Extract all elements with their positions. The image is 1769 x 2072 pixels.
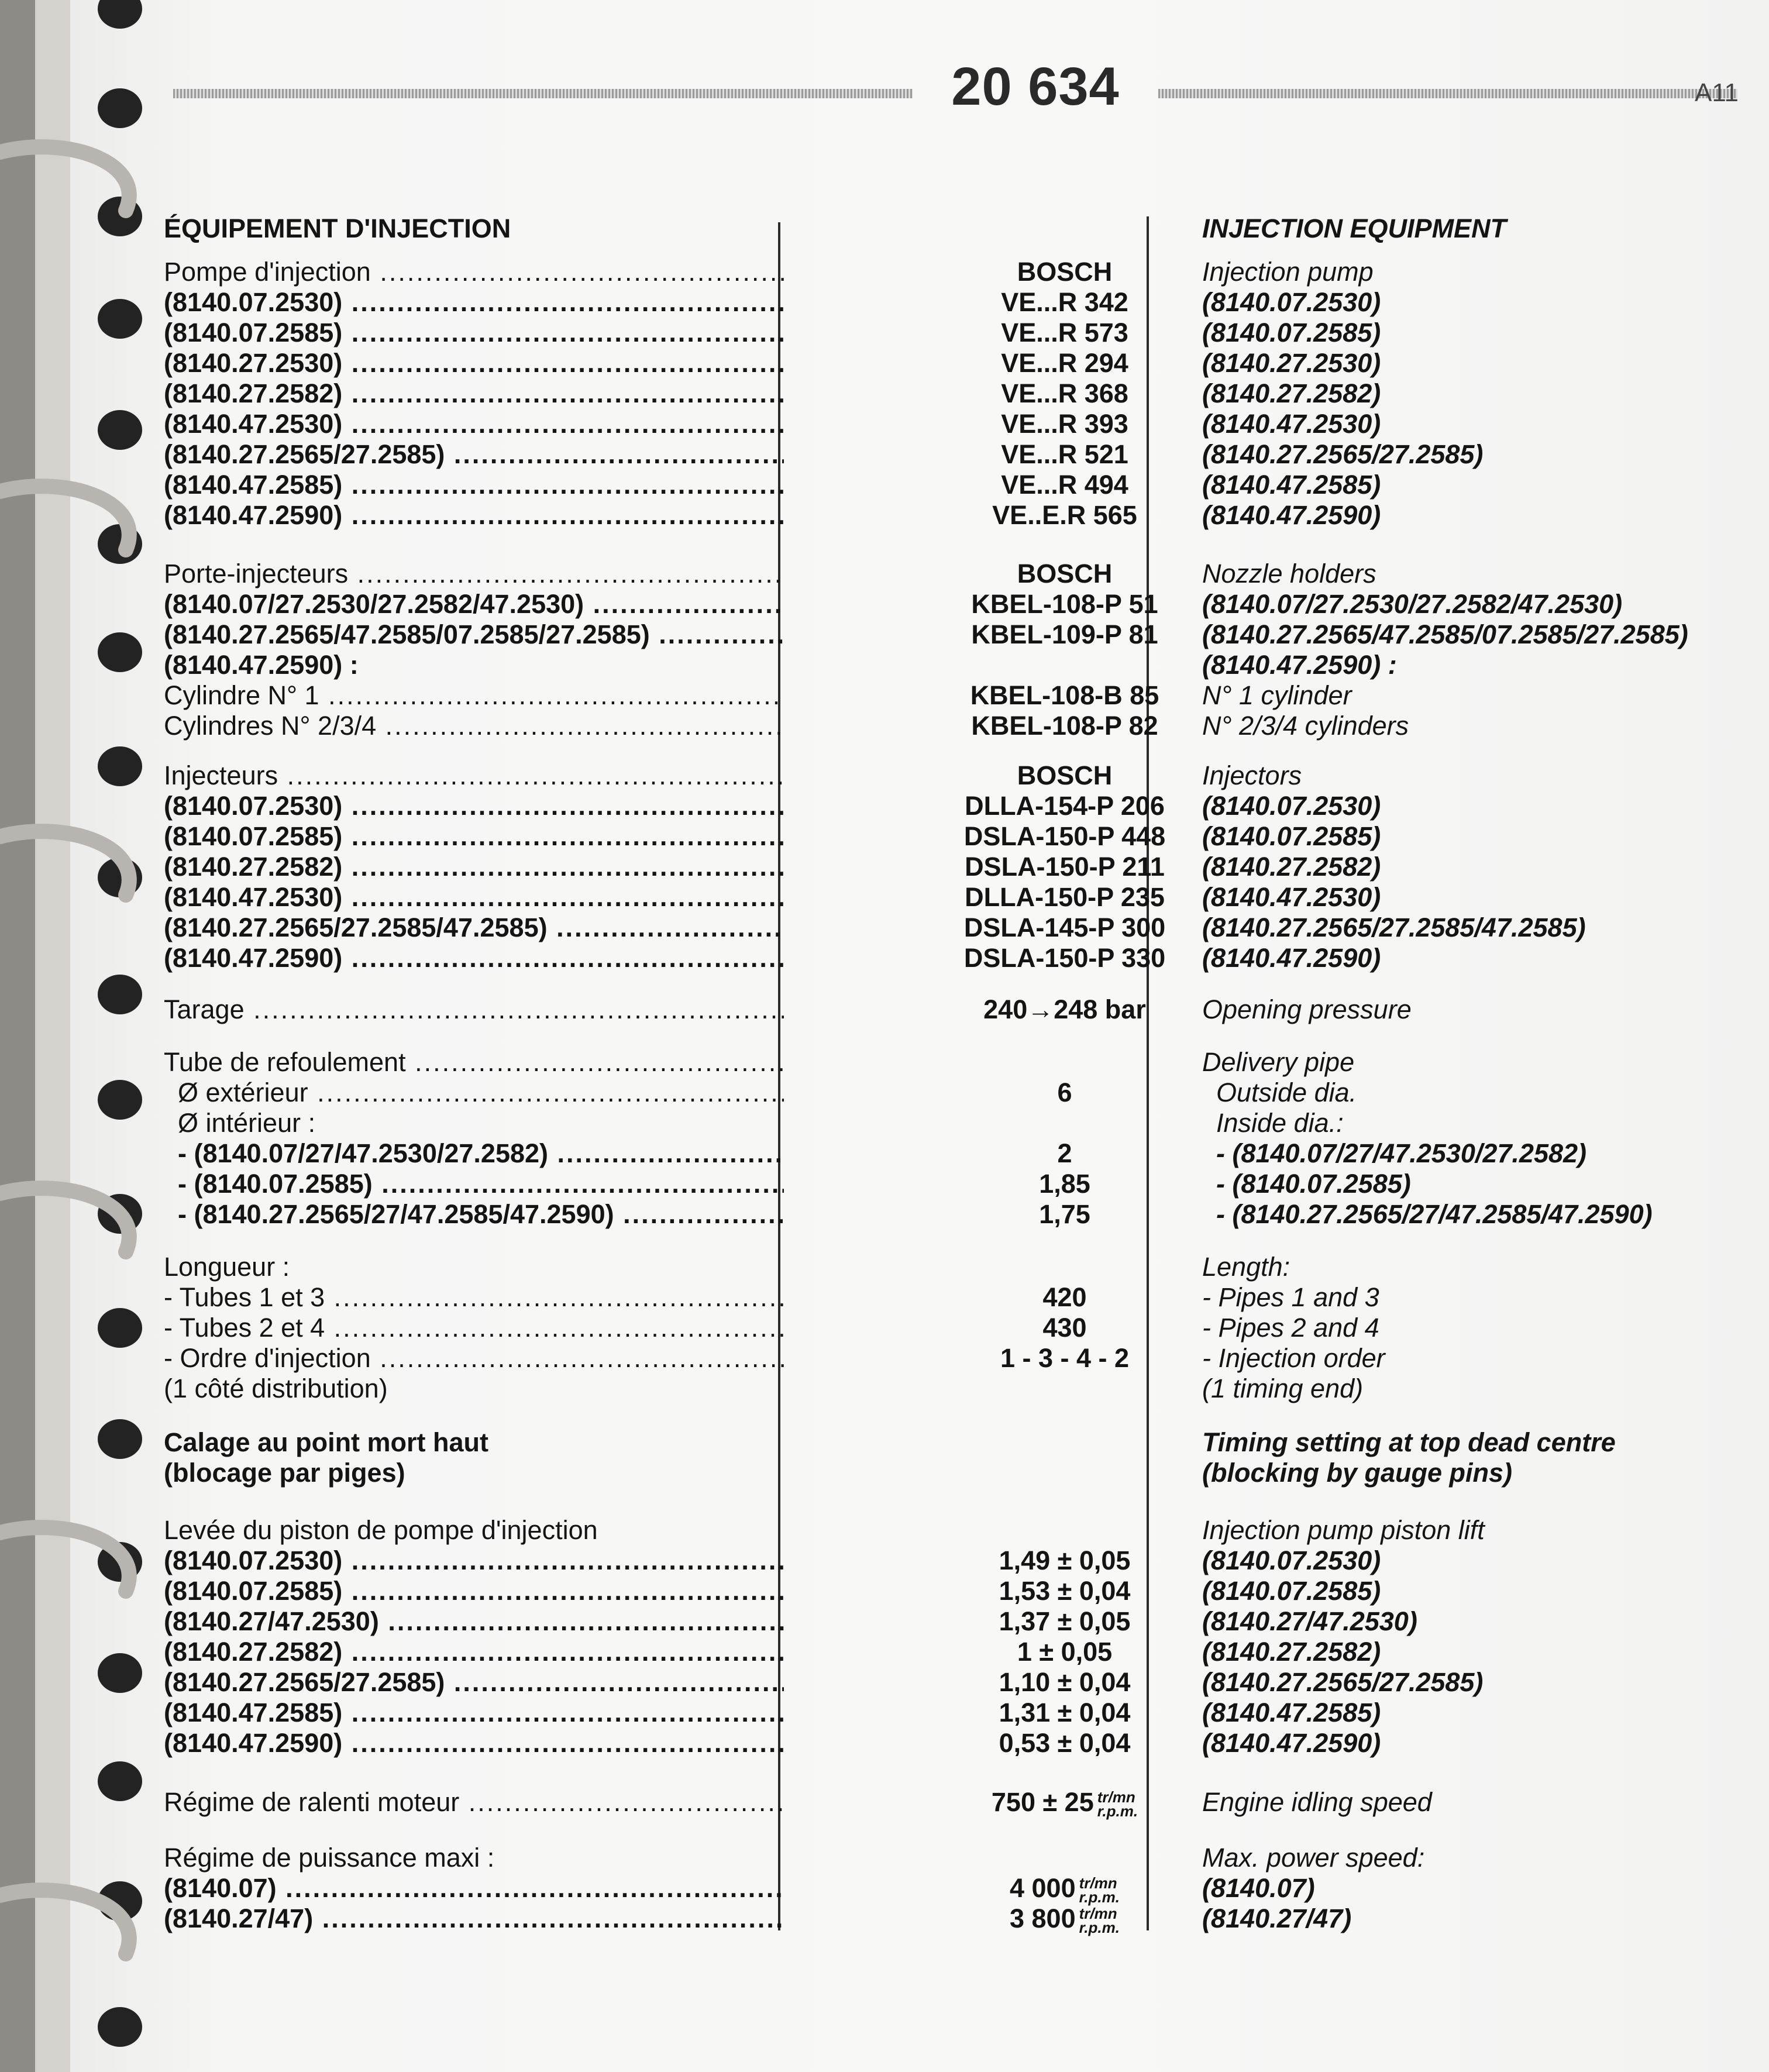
spec-value-text: DSLA-150-P 211 [965,852,1165,882]
fr-label [164,1252,784,1282]
fr-label-text: (8140.47.2585) ..... [164,470,784,500]
spec-value-text: DSLA-150-P 448 [963,821,1166,851]
fr-label [164,1637,784,1667]
punch-hole [98,1761,142,1801]
en-label: (8140.27.2565/27.2585) [1202,1667,1484,1697]
fr-label [164,1698,784,1728]
fr-label [164,318,784,348]
spec-value-text: DLLA-154-P 206 [965,791,1165,821]
fr-label [164,1904,784,1934]
unit-label [1079,1876,1120,1904]
en-label: (8140.27.2582) [1202,1637,1381,1667]
fr-label [164,1576,784,1606]
fr-label-text: (8140.07.2585) ..... [164,1576,784,1606]
fr-label-text: Ø intérieur : [178,1108,316,1138]
spec-value-text: VE...R 342 [1001,287,1128,317]
en-label: (1 timing end) [1202,1374,1364,1403]
fr-label [164,760,784,791]
fr-label-text: (8140.27/47) ..... [164,1904,784,1933]
spec-value-text: VE..E.R 565 [992,500,1137,530]
en-label: Delivery pipe [1202,1047,1355,1077]
fr-label-text: Tube de refoulement ..... [164,1047,784,1077]
fr-label-text: (8140.47.2530) ..... [164,409,784,439]
fr-label [164,791,784,821]
fr-label [164,1282,784,1313]
fr-label-text: - (8140.27.2565/27/47.2585/47.2590) ..... [164,1199,784,1229]
spec-value-text: 430 [1042,1313,1087,1343]
en-label: (8140.07/27.2530/27.2582/47.2530) [1202,589,1623,619]
fr-label [164,1728,784,1758]
en-label: Injection pump piston lift [1202,1515,1485,1545]
spec-value-text: 1,49 ± 0,05 [999,1546,1131,1575]
fr-label-text: (1 côté distribution) [164,1374,388,1403]
punch-hole [98,0,142,29]
fr-label [164,589,784,619]
fr-label [164,1169,784,1199]
punch-holes [98,0,142,2047]
fr-label-text: (8140.27.2582) ..... [164,1637,784,1667]
fr-label-text: (8140.07/27.2530/27.2582/47.2530) ..... [164,589,784,619]
fr-label [164,943,784,973]
spec-value-text: 1,37 ± 0,05 [999,1606,1131,1636]
spec-value-text: 0,53 ± 0,04 [999,1728,1131,1758]
fr-label [164,1606,784,1637]
fr-label [164,1313,784,1343]
fr-label [164,1343,784,1374]
fr-label [164,994,784,1025]
fr-label-text: Ø extérieur ..... [164,1078,784,1107]
spec-value-text: 2 [1057,1138,1072,1168]
fr-label-text: (8140.27.2530) ..... [164,348,784,378]
en-label: Length: [1202,1252,1290,1282]
spec-value-text: 6 [1057,1078,1072,1107]
fr-label [164,559,784,589]
en-label: N° 2/3/4 cylinders [1202,711,1409,741]
fr-label [164,500,784,531]
unit-label [1097,1790,1138,1818]
en-label: (8140.27.2565/47.2585/07.2585/27.2585) [1202,619,1688,649]
binder-edge [35,0,70,2072]
fr-label-text: (blocage par piges) [164,1458,405,1488]
fr-label-text: (8140.27.2565/27.2585/47.2585) ..... [164,913,784,942]
unit-label [1079,1906,1120,1935]
fr-label-text: Cylindres N° 2/3/4 ..... [164,711,784,741]
en-label: (8140.07.2530) [1202,791,1381,821]
fr-label [164,1458,784,1488]
fr-label [164,711,784,741]
fr-label [164,257,784,287]
fr-label [164,821,784,852]
fr-label-text: Calage au point mort haut [164,1427,489,1457]
en-label: (8140.47.2585) [1202,470,1381,500]
fr-label-text: - Tubes 2 et 4 ..... [164,1313,784,1343]
punch-hole [98,1080,142,1120]
en-label: (8140.07.2530) [1202,1546,1381,1575]
fr-label [164,619,784,650]
spec-value-text: 4 000 [1010,1873,1076,1903]
binder-spine [0,0,41,2072]
spec-value-text: VE...R 294 [1001,348,1128,378]
en-label: Inside dia.: [1216,1108,1344,1138]
spec-value-text: DSLA-150-P 330 [963,943,1166,973]
fr-label-text: (8140.47.2590) ..... [164,943,784,973]
fr-label-text: (8140.27.2582) ..... [164,852,784,882]
header-rule-right [1158,89,1737,98]
en-label: (8140.47.2590) [1202,1728,1381,1758]
fr-label-text: (8140.27.2582) ..... [164,378,784,408]
fr-label-text: Levée du piston de pompe d'injection [164,1515,598,1545]
en-label: Opening pressure [1202,994,1412,1024]
spec-value-text: VE...R 494 [1001,470,1128,500]
spec-value-text: DSLA-145-P 300 [963,913,1166,942]
spec-value-text: 1,31 ± 0,04 [999,1698,1131,1727]
en-label: (8140.07) [1202,1873,1315,1903]
en-label: (8140.47.2530) [1202,882,1381,912]
fr-label [164,1427,784,1458]
unit-fr: tr/mn [1079,1905,1117,1923]
fr-label [164,1787,784,1818]
page-header-number: 20 634 [951,57,1120,116]
en-label: (8140.47.2590) [1202,500,1381,530]
fr-label-text: (8140.47.2530) ..... [164,882,784,912]
en-label: (8140.27.2565/27.2585) [1202,439,1484,469]
en-label: (blocking by gauge pins) [1202,1458,1513,1488]
fr-label [164,1108,784,1138]
fr-label [164,1047,784,1078]
fr-label [164,1374,784,1404]
en-label: (8140.47.2590) : [1202,650,1397,680]
en-label: (8140.27.2582) [1202,852,1381,882]
spec-value-text: VE...R 393 [1001,409,1128,439]
punch-hole [98,746,142,786]
en-label: (8140.47.2590) [1202,943,1381,973]
fr-label-text: - (8140.07/27/47.2530/27.2582) ..... [164,1138,784,1168]
fr-label-text: (8140.27/47.2530) ..... [164,1606,784,1636]
fr-label [164,1546,784,1576]
fr-label [164,680,784,711]
spec-value-text: 1 - 3 - 4 - 2 [1000,1343,1130,1373]
fr-label [164,348,784,378]
unit-fr: tr/mn [1097,1788,1135,1806]
spec-value-text: BOSCH [1017,559,1113,588]
fr-label [164,1843,784,1873]
spec-value-text: 420 [1042,1282,1087,1312]
en-label: (8140.27.2530) [1202,348,1381,378]
punch-hole [98,88,142,128]
fr-label-text: Régime de ralenti moteur ..... [164,1787,784,1817]
manual-page [58,0,1769,2072]
fr-label-text: (8140.07.2585) ..... [164,821,784,851]
fr-label [164,1515,784,1546]
punch-hole [98,1308,142,1348]
en-label: Timing setting at top dead centre [1202,1427,1616,1457]
en-label: (8140.27/47.2530) [1202,1606,1417,1636]
fr-label-text: (8140.07.2585) ..... [164,318,784,347]
spec-value-text: KBEL-108-P 51 [971,589,1158,619]
en-label: - (8140.07.2585) [1216,1169,1411,1199]
punch-hole [98,410,142,450]
fr-label [164,439,784,470]
spec-value-text: 1,53 ± 0,04 [999,1576,1131,1606]
fr-label-text: Longueur : [164,1252,290,1282]
en-label: Outside dia. [1216,1078,1357,1107]
en-label: - Pipes 1 and 3 [1202,1282,1379,1312]
en-label: - Injection order [1202,1343,1385,1373]
spec-value-text: VE...R 521 [1001,439,1128,469]
fr-label-text: Tarage ..... [164,994,784,1024]
punch-hole [98,1653,142,1693]
fr-label [164,409,784,439]
fr-label [164,1199,784,1230]
spec-value-text: BOSCH [1017,257,1113,287]
fr-label [164,214,784,244]
unit-en: r.p.m. [1079,1888,1120,1906]
fr-label [164,1873,784,1904]
en-label: (8140.27/47) [1202,1904,1352,1933]
en-label: (8140.07.2585) [1202,318,1381,347]
en-label: (8140.27.2565/27.2585/47.2585) [1202,913,1586,942]
en-label: INJECTION EQUIPMENT [1202,214,1507,243]
fr-label-text: (8140.47.2585) ..... [164,1698,784,1727]
en-label: (8140.07.2585) [1202,821,1381,851]
spec-value-text: KBEL-108-B 85 [970,680,1159,710]
fr-label [164,287,784,318]
spec-value-text: 1 ± 0,05 [1017,1637,1113,1667]
en-label: (8140.07.2530) [1202,287,1381,317]
en-label: Nozzle holders [1202,559,1376,588]
spec-value-text: DLLA-150-P 235 [965,882,1165,912]
fr-label-text: (8140.47.2590) ..... [164,1728,784,1758]
fr-label-text: (8140.47.2590) ..... [164,500,784,530]
punch-hole [98,975,142,1014]
fr-label-text: (8140.47.2590) : [164,650,359,680]
page-number: A11 [1694,78,1739,107]
fr-label [164,650,784,680]
spec-value-text: BOSCH [1017,760,1113,790]
spec-value-text: 1,10 ± 0,04 [999,1667,1131,1697]
fr-label-text: (8140.27.2565/27.2585) ..... [164,439,784,469]
fr-label-text: - (8140.07.2585) ..... [164,1169,784,1199]
fr-label-text: Cylindre N° 1 ..... [164,680,784,710]
unit-en: r.p.m. [1097,1802,1138,1820]
en-label: N° 1 cylinder [1202,680,1352,710]
fr-label-text: (8140.07.2530) ..... [164,287,784,317]
punch-hole [98,632,142,672]
fr-label-text: - Ordre d'injection ..... [164,1343,784,1373]
en-label: - (8140.07/27/47.2530/27.2582) [1216,1138,1587,1168]
spec-value-text: 750 ± 25 [991,1787,1094,1817]
fr-label-text: ÉQUIPEMENT D'INJECTION [164,214,511,243]
en-label: (8140.47.2585) [1202,1698,1381,1727]
fr-label-text: - Tubes 1 et 3 ..... [164,1282,784,1312]
fr-label [164,913,784,943]
en-label: Injectors [1202,760,1302,790]
fr-label-text: (8140.07) ..... [164,1873,784,1903]
punch-hole [98,2007,142,2047]
fr-label-text: Pompe d'injection ..... [164,257,784,287]
spec-value-text: 1,85 [1039,1169,1090,1199]
punch-hole [98,299,142,339]
en-label: (8140.07.2585) [1202,1576,1381,1606]
fr-label-text: (8140.07.2530) ..... [164,791,784,821]
spec-value-text: KBEL-108-P 82 [971,711,1158,741]
fr-label-text: (8140.07.2530) ..... [164,1546,784,1575]
fr-label-text: (8140.27.2565/47.2585/07.2585/27.2585) ..... [164,619,784,649]
fr-label [164,852,784,882]
punch-hole [98,1419,142,1459]
spec-value-text: KBEL-109-P 81 [971,619,1158,649]
en-label: Injection pump [1202,257,1374,287]
fr-label [164,1078,784,1108]
fr-label [164,470,784,500]
en-label: - Pipes 2 and 4 [1202,1313,1379,1343]
fr-label [164,1667,784,1698]
fr-label [164,882,784,913]
fr-label-text: Régime de puissance maxi : [164,1843,495,1873]
ring-binder [0,0,152,2072]
en-label: - (8140.27.2565/27/47.2585/47.2590) [1216,1199,1653,1229]
fr-label [164,1138,784,1169]
fr-label-text: (8140.27.2565/27.2585) ..... [164,1667,784,1697]
fr-label-text: Porte-injecteurs ..... [164,559,784,588]
fr-label [164,378,784,409]
header-rule-left [173,89,913,98]
en-label: (8140.27.2582) [1202,378,1381,408]
spec-value-text: 240→248 bar [983,994,1146,1024]
en-label: Max. power speed: [1202,1843,1425,1873]
fr-label-text: Injecteurs ..... [164,760,784,790]
en-label: Engine idling speed [1202,1787,1432,1817]
unit-en: r.p.m. [1079,1919,1120,1937]
spec-value-text: VE...R 368 [1001,378,1128,408]
spec-value-text: 3 800 [1010,1904,1076,1933]
unit-fr: tr/mn [1079,1874,1117,1892]
en-label: (8140.47.2530) [1202,409,1381,439]
spec-value-text: 1,75 [1039,1199,1090,1229]
spec-value-text: VE...R 573 [1001,318,1128,347]
